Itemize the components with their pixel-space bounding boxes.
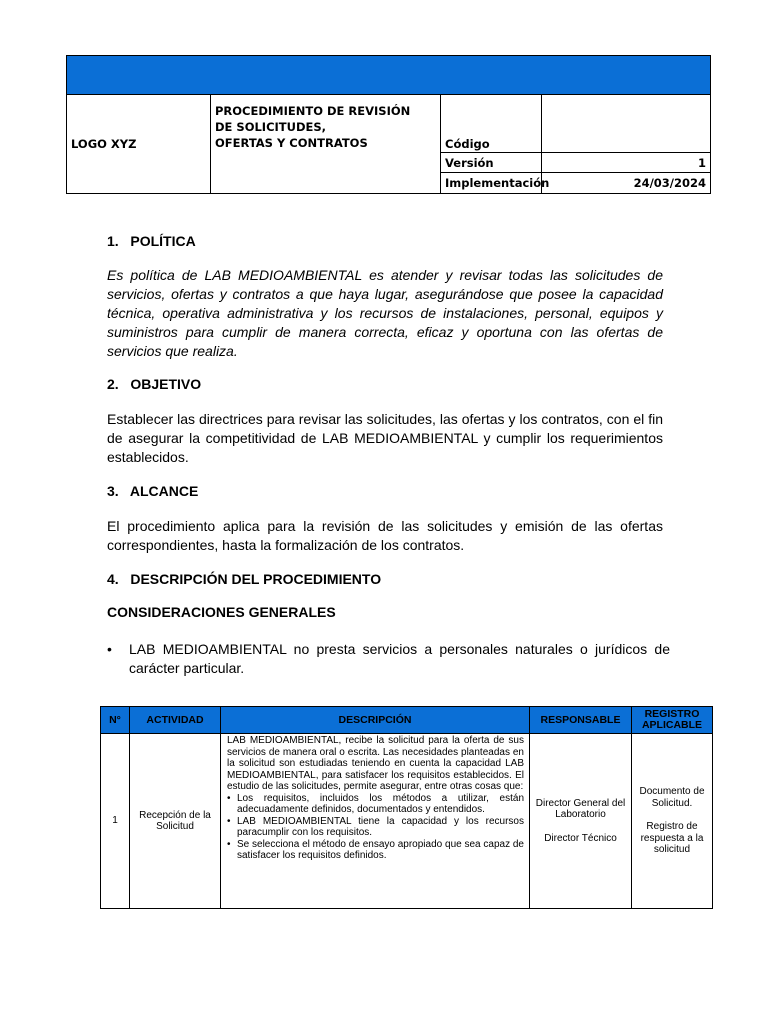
- implementacion-label: Implementación: [441, 173, 542, 194]
- section-heading-objetivo: [107, 376, 201, 392]
- section-title: ALCANCE: [129, 483, 199, 499]
- row-responsable: [530, 734, 632, 909]
- row-number: 1: [101, 734, 130, 909]
- column-header: ACTIVIDAD: [130, 707, 221, 734]
- document-title: [211, 95, 441, 194]
- section-title: POLÍTICA: [130, 233, 196, 249]
- logo-placeholder: [67, 95, 211, 194]
- codigo-label: Código: [441, 95, 542, 153]
- descripcion-list: [227, 793, 524, 862]
- title-line: OFERTAS Y CONTRATOS: [215, 136, 368, 150]
- column-header: REGISTRO APLICABLE: [632, 707, 713, 734]
- bullet-text: LAB MEDIOAMBIENTAL no presta servicios a personales naturales o jurídicos de carácter particular.: [129, 641, 670, 676]
- consideraciones-bullet: [107, 640, 670, 678]
- registro-line: Documento de Solicitud.: [639, 786, 705, 809]
- section-number: 2.: [107, 376, 119, 392]
- alcance-text: El procedimiento aplica para la revisión de las solicitudes y emisión de las ofertas correspondientes, hasta la formalización de los contratos.: [107, 518, 663, 553]
- section-heading-politica: [107, 233, 196, 249]
- row-descripcion: [221, 734, 530, 909]
- column-header: RESPONSABLE: [530, 707, 632, 734]
- row-registro: [632, 734, 713, 909]
- bullet-icon: •: [107, 641, 112, 657]
- table-row: [101, 734, 713, 909]
- procedure-table: [100, 706, 713, 909]
- document-header: [66, 55, 711, 194]
- version-label: Versión: [441, 153, 542, 173]
- politica-text: Es política de LAB MEDIOAMBIENTAL es atender y revisar todas las solicitudes de servicios, ofertas y contratos a que haya lugar, asegurándose que posee la capacidad técnica, operativa administrativa y los recursos de instalaciones, personal, equipos y suministros para cumplir de manera correcta, eficaz y oportuna con las ofertas de servicios que realiza.: [107, 267, 663, 359]
- responsable-line: Director Técnico: [544, 832, 617, 844]
- column-header: N°: [101, 707, 130, 734]
- section-title: DESCRIPCIÓN DEL PROCEDIMIENTO: [130, 571, 382, 587]
- section-number: 4.: [107, 571, 119, 587]
- title-line: PROCEDIMIENTO DE REVISIÓN: [215, 104, 411, 118]
- section-number: 3.: [107, 483, 119, 499]
- descripcion-bullet: • Se selecciona el método de ensayo apropiado que sea capaz de satisfacer los requisitos definidos.: [237, 839, 524, 862]
- version-value: 1: [542, 153, 711, 173]
- header-color-bar: [67, 56, 711, 95]
- descripcion-bullet: • LAB MEDIOAMBIENTAL tiene la capacidad y los recursos paracumplir con los requisitos.: [237, 816, 524, 839]
- consideraciones-heading: CONSIDERACIONES GENERALES: [107, 604, 336, 620]
- table-header-row: [101, 707, 713, 734]
- section-heading-descripcion: [107, 571, 381, 587]
- section-heading-alcance: [107, 483, 198, 499]
- logo-text: LOGO XYZ: [71, 137, 137, 151]
- section-number: 1.: [107, 233, 119, 249]
- codigo-value: [542, 95, 711, 153]
- implementacion-value: 24/03/2024: [542, 173, 711, 194]
- descripcion-bullet: • Los requisitos, incluidos los métodos a utilizar, están adecuadamente definidos, documentados y entendidos.: [237, 793, 524, 816]
- row-actividad: Recepción de la Solicitud: [130, 734, 221, 909]
- descripcion-intro: LAB MEDIOAMBIENTAL, recibe la solicitud para la oferta de sus servicios de manera oral o escrita. Las necesidades planteadas en la solicitud son estudiadas teniendo en cuenta la capacidad LAB MEDIOAMBIENTAL, para satisfacer los requisitos establecidos. El estudio de las solicitudes, permite asegurar, entre otras cosas que:: [227, 735, 524, 792]
- objetivo-text: Establecer las directrices para revisar las solicitudes, las ofertas y los contratos, con el fin de asegurar la competitividad de LAB MEDIOAMBIENTAL y cumplir los requerimientos establecidos.: [107, 411, 663, 465]
- registro-line: Registro de respuesta a la solicitud: [640, 821, 704, 856]
- section-title: OBJETIVO: [130, 376, 202, 392]
- responsable-line: Director General del Laboratorio: [535, 797, 626, 821]
- column-header: DESCRIPCIÓN: [221, 707, 530, 734]
- title-line: DE SOLICITUDES,: [215, 120, 327, 134]
